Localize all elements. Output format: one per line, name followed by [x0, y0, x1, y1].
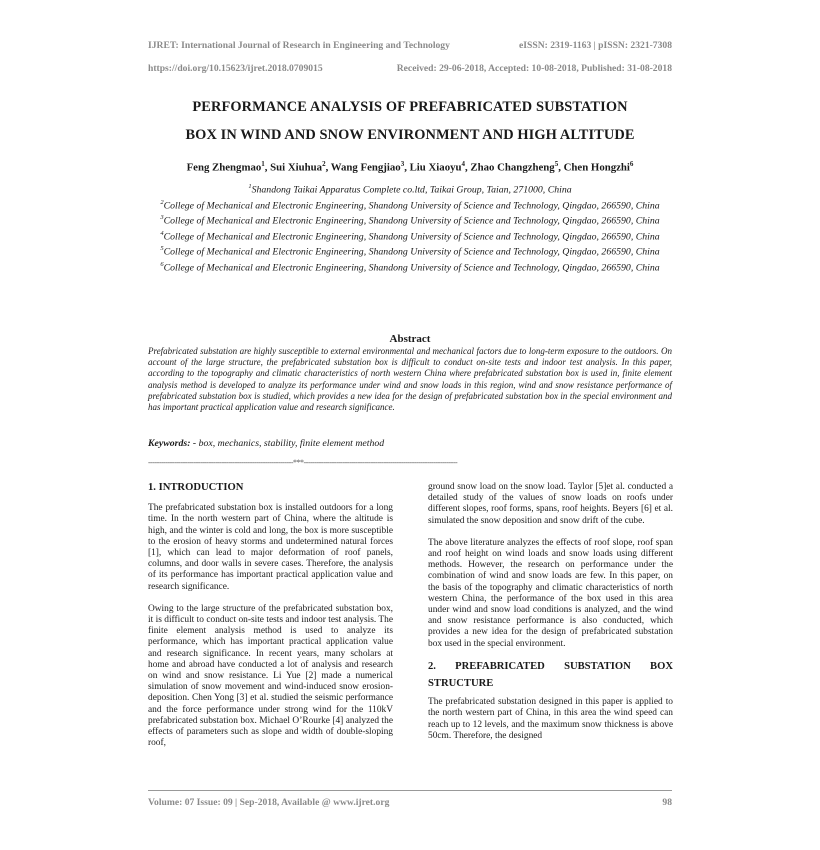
paragraph: The prefabricated substation designed in this paper is applied to the north western part of China, in this area the wind speed can reach up to 12 levels, and the maximum snow thickness is above 50cm. Therefore, the designed	[428, 697, 673, 741]
running-header	[148, 40, 672, 51]
author-separator: ,	[404, 161, 410, 174]
author-name: Feng Zhengmao	[186, 161, 262, 174]
author-name: Liu Xiaoyu	[409, 161, 462, 174]
author-list	[148, 160, 672, 174]
doi-line	[148, 63, 672, 74]
page-footer	[148, 797, 672, 808]
section-2-heading	[428, 661, 673, 672]
affiliation-superscript: 2	[160, 198, 164, 206]
keywords-label: Keywords: -	[148, 438, 197, 449]
affiliation	[160, 228, 660, 244]
publication-dates: Received: 29-06-2018, Accepted: 10-08-2018, Published: 31-08-2018	[396, 63, 672, 74]
volume-info: Volume: 07 Issue: 09 | Sep-2018, Available @ www.ijret.org	[148, 797, 390, 808]
author-superscript: 3	[400, 160, 405, 168]
abstract-heading: Abstract	[389, 333, 431, 345]
affiliation	[160, 197, 660, 213]
paragraph: ground snow load on the snow load. Taylor [5]et al. conducted a detailed study of the values of snow loads on roofs under different slopes, roof forms, spans, roof heights. Beyers [6] et al. simulated the snow deposition and snow drift of the cube.	[428, 482, 673, 526]
affiliation	[160, 259, 660, 275]
author-separator: ,	[264, 161, 271, 174]
issn: eISSN: 2319-1163 | pISSN: 2321-7308	[519, 40, 672, 51]
author-name: Wang Fengjiao	[330, 161, 401, 174]
abstract-text: Prefabricated substation are highly susceptible to external environmental and mechanical factors due to long-term exposure to the outdoors. On account of the large structure, the prefabricated substation box is difficult to conduct on-site tests and indoor test analysis. In this paper, according to the topography and climatic characteristics of north western China where prefabricated substation box is used in, finite element analysis method is developed to analyze its performance under wind and snow loads in this region, wind and snow resistance performance of prefabricated substation box is studied, which provides a new idea for the design of prefabricated substation box in the special environment and has important practical application value and research significance.	[148, 346, 672, 413]
author-name: Zhao Changzheng	[470, 161, 555, 174]
author-name: Sui Xiuhua	[270, 161, 323, 174]
keywords-text: box, mechanics, stability, finite element method	[196, 438, 385, 449]
author-superscript: 4	[461, 160, 465, 168]
author-superscript: 2	[322, 160, 326, 168]
paragraph: The prefabricated substation box is installed outdoors for a long time. In the north western part of China, where the altitude is high, and the winter is cold and long, the box is more susceptible to the erosion of heavy storms and undetermined natural forces [1], which can lead to major deformation of roof panels, columns, and door walls in severe cases. Therefore, the analysis of its performance has important practical application value and research significance.	[148, 503, 393, 592]
affiliation	[160, 243, 660, 259]
title-line-1: PERFORMANCE ANALYSIS OF PREFABRICATED SUBSTATION	[192, 99, 628, 115]
author-separator: ,	[558, 161, 564, 174]
keywords	[148, 438, 672, 449]
section-separator: -------------------------------------------------------------------***-----------------------------------------------------------------------	[148, 458, 458, 467]
paragraph: The above literature analyzes the effects of roof slope, roof span and roof height on wind loads and snow loads using different methods. However, the research on performance under the combination of wind and snow loads are few. In this paper, on the basis of the topography and climatic characteristics of north western China, the performance of the box used in this area under wind and snow load conditions is analyzed, and the wind and snow resistance performance is also conducted, which provides a new idea for the design of prefabricated substation box used in the special environment.	[428, 537, 673, 649]
section-2-heading-word: BOX	[650, 660, 673, 672]
affiliation-text: College of Mechanical and Electronic Engineering, Shandong University of Science and Technology, Qingdao, 266590, China	[163, 199, 660, 211]
affiliation-list	[160, 181, 660, 274]
affiliation-superscript: 3	[160, 214, 164, 222]
section-2-heading-line-2: STRUCTURE	[428, 678, 494, 690]
affiliation-superscript: 6	[160, 260, 164, 268]
author-separator: ,	[325, 161, 331, 174]
section-2-heading-word: SUBSTATION	[564, 660, 631, 672]
section-2-heading-word: PREFABRICATED	[455, 660, 545, 672]
affiliation	[160, 212, 660, 228]
doi-link[interactable]: https://doi.org/10.15623/ijret.2018.0709015	[148, 63, 323, 74]
title-line-2: BOX IN WIND AND SNOW ENVIRONMENT AND HIGH ALTITUDE	[185, 127, 635, 143]
author-separator: ,	[465, 161, 471, 174]
affiliation-text: Shandong Taikai Apparatus Complete co.ltd, Taikai Group, Taian, 271000, China	[251, 184, 572, 196]
author-superscript: 1	[261, 160, 265, 168]
affiliation	[160, 181, 660, 197]
author-superscript: 5	[554, 160, 559, 168]
affiliation-text: College of Mechanical and Electronic Engineering, Shandong University of Science and Technology, Qingdao, 266590, China	[163, 262, 660, 274]
page-number: 98	[662, 797, 672, 808]
paragraph: Owing to the large structure of the prefabricated substation box, it is difficult to conduct on-site tests and indoor test analysis. The finite element analysis method is used to analyze its performance, which has important practical application value and research significance. In recent years, many scholars at home and abroad have conducted a lot of analysis and research on wind and snow resistance. Li Yue [2] made a numerical simulation of snow movement and wind-induced snow erosion-deposition. Chen Yong [3] et al. studied the seismic performance and the force performance under strong wind for the 110kV prefabricated substation box. Michael O’Rourke [4] analyzed the effects of parameters such as slope and width of double-sloping roof,	[148, 603, 393, 749]
affiliation-superscript: 1	[248, 183, 252, 190]
paper-title	[148, 93, 672, 149]
affiliation-superscript: 5	[160, 245, 164, 253]
author-name: Chen Hongzhi	[563, 161, 630, 174]
journal-name: IJRET: International Journal of Research in Engineering and Technology	[148, 40, 450, 51]
author-superscript: 6	[629, 160, 634, 168]
left-column	[148, 482, 393, 760]
affiliation-superscript: 4	[160, 229, 164, 237]
section-1-heading: 1. INTRODUCTION	[148, 482, 244, 493]
affiliation-text: College of Mechanical and Electronic Engineering, Shandong University of Science and Technology, Qingdao, 266590, China	[163, 230, 660, 242]
section-2-heading-word: 2.	[428, 660, 436, 672]
footer-rule	[148, 790, 672, 791]
affiliation-text: College of Mechanical and Electronic Engineering, Shandong University of Science and Technology, Qingdao, 266590, China	[163, 246, 660, 258]
right-column	[428, 482, 673, 753]
affiliation-text: College of Mechanical and Electronic Engineering, Shandong University of Science and Technology, Qingdao, 266590, China	[163, 215, 660, 227]
